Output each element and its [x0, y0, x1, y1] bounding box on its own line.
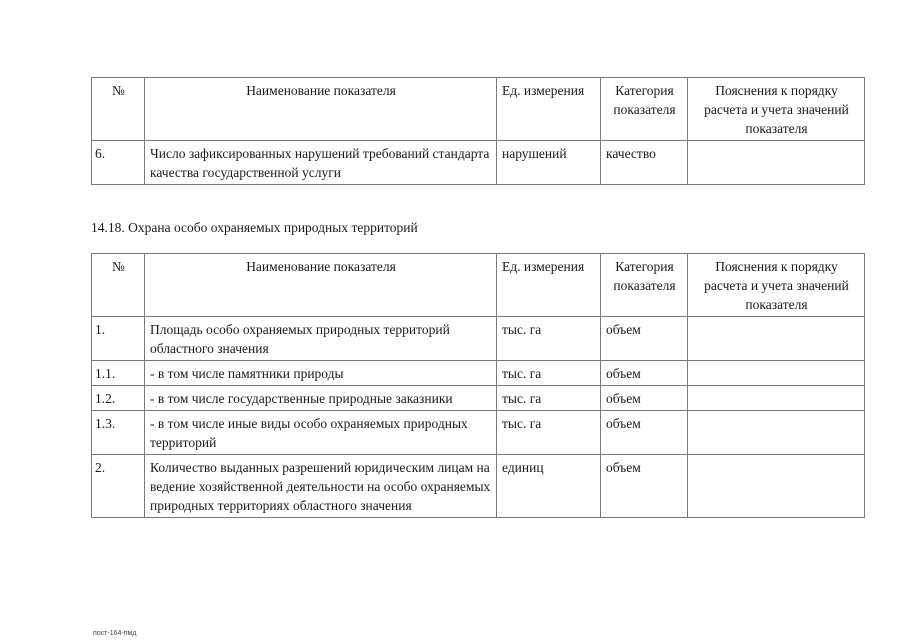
header-category: Категория показателя — [601, 254, 688, 317]
row-number: 1. — [92, 317, 145, 361]
table-header-row — [92, 78, 865, 141]
indicators-table-1 — [91, 77, 865, 185]
table-row — [92, 141, 865, 185]
row-number: 1.3. — [92, 411, 145, 455]
row-unit: тыс. га — [497, 411, 601, 455]
row-unit: тыс. га — [497, 386, 601, 411]
row-number: 1.2. — [92, 386, 145, 411]
row-unit: единиц — [497, 455, 601, 518]
row-category: объем — [601, 455, 688, 518]
row-indicator-name: - в том числе государственные природные заказники — [145, 386, 497, 411]
footer-note: пост-164-пмд — [93, 630, 137, 637]
header-unit: Ед. измерения — [497, 78, 601, 141]
row-category: объем — [601, 361, 688, 386]
header-unit: Ед. измерения — [497, 254, 601, 317]
header-indicator-name: Наименование показателя — [145, 78, 497, 141]
row-indicator-name: Число зафиксированных нарушений требований стандарта качества государственной услуги — [145, 141, 497, 185]
table-row — [92, 455, 865, 518]
table-row — [92, 411, 865, 455]
indicators-table-2 — [91, 253, 865, 518]
row-number: 1.1. — [92, 361, 145, 386]
row-notes — [688, 386, 865, 411]
row-notes — [688, 411, 865, 455]
table-row — [92, 317, 865, 361]
header-category: Категория показателя — [601, 78, 688, 141]
header-notes: Пояснения к порядку расчета и учета значений показателя — [688, 254, 865, 317]
row-category: качество — [601, 141, 688, 185]
row-indicator-name: - в том числе иные виды особо охраняемых природных территорий — [145, 411, 497, 455]
table-row — [92, 361, 865, 386]
table-header-row — [92, 254, 865, 317]
row-number: 2. — [92, 455, 145, 518]
row-notes — [688, 455, 865, 518]
header-notes: Пояснения к порядку расчета и учета значений показателя — [688, 78, 865, 141]
header-number: № — [92, 254, 145, 317]
section-title: 14.18. Охрана особо охраняемых природных территорий — [91, 220, 418, 235]
header-indicator-name: Наименование показателя — [145, 254, 497, 317]
row-unit: тыс. га — [497, 317, 601, 361]
row-notes — [688, 361, 865, 386]
header-number: № — [92, 78, 145, 141]
row-category: объем — [601, 386, 688, 411]
row-notes — [688, 141, 865, 185]
row-unit: тыс. га — [497, 361, 601, 386]
row-number: 6. — [92, 141, 145, 185]
row-notes — [688, 317, 865, 361]
row-unit: нарушений — [497, 141, 601, 185]
row-category: объем — [601, 317, 688, 361]
row-category: объем — [601, 411, 688, 455]
row-indicator-name: Площадь особо охраняемых природных территорий областного значения — [145, 317, 497, 361]
table-row — [92, 386, 865, 411]
row-indicator-name: Количество выданных разрешений юридическим лицам на ведение хозяйственной деятельности на особо охраняемых природных территориях областного значения — [145, 455, 497, 518]
row-indicator-name: - в том числе памятники природы — [145, 361, 497, 386]
